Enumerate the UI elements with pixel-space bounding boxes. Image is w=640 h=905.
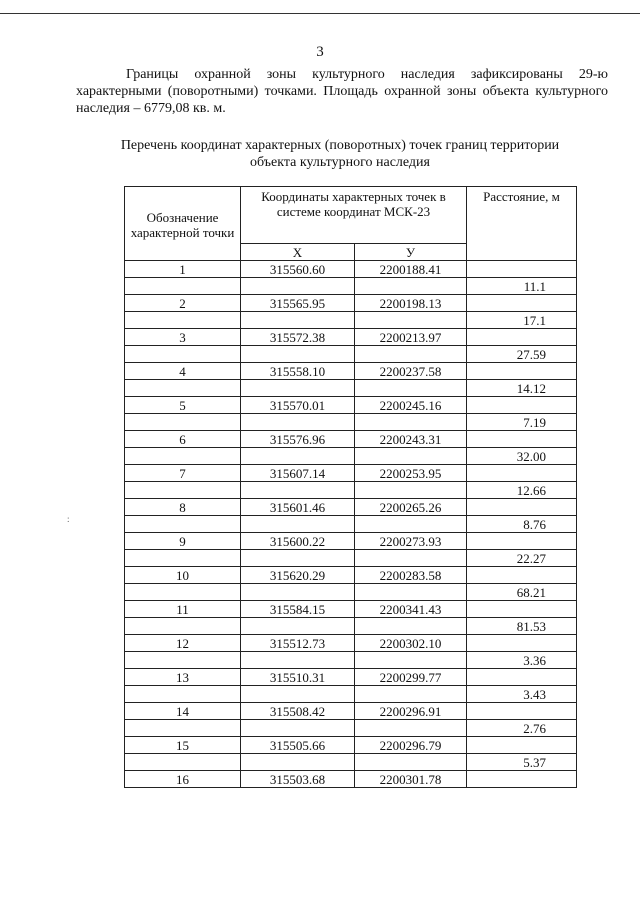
empty-cell — [125, 380, 241, 397]
empty-cell — [355, 618, 467, 635]
empty-cell — [125, 448, 241, 465]
point-number-cell: 15 — [125, 737, 241, 754]
empty-cell — [241, 312, 355, 329]
scan-edge-line — [0, 13, 640, 14]
x-coordinate-cell: 315512.73 — [241, 635, 355, 652]
empty-cell — [355, 346, 467, 363]
distance-empty-cell — [467, 431, 577, 448]
table-caption: Перечень координат характерных (поворотных) точек границ территории объекта культурного наследия — [120, 138, 560, 170]
empty-cell — [241, 584, 355, 601]
empty-cell — [355, 482, 467, 499]
empty-cell — [355, 516, 467, 533]
x-coordinate-cell: 315620.29 — [241, 567, 355, 584]
empty-cell — [355, 584, 467, 601]
empty-cell — [125, 482, 241, 499]
point-number-cell: 11 — [125, 601, 241, 618]
distance-cell: 32.00 — [467, 448, 577, 465]
distance-cell: 22.27 — [467, 550, 577, 567]
distance-row — [125, 312, 577, 329]
x-coordinate-cell: 315607.14 — [241, 465, 355, 482]
y-coordinate-cell: 2200237.58 — [355, 363, 467, 380]
distance-empty-cell — [467, 533, 577, 550]
table-row — [125, 737, 577, 754]
distance-cell: 68.21 — [467, 584, 577, 601]
distance-cell: 27.59 — [467, 346, 577, 363]
table-row — [125, 363, 577, 380]
table-row — [125, 533, 577, 550]
point-number-cell: 16 — [125, 771, 241, 788]
distance-empty-cell — [467, 601, 577, 618]
empty-cell — [125, 278, 241, 295]
y-coordinate-cell: 2200245.16 — [355, 397, 467, 414]
y-coordinate-cell: 2200299.77 — [355, 669, 467, 686]
distance-empty-cell — [467, 703, 577, 720]
empty-cell — [241, 380, 355, 397]
table-row — [125, 567, 577, 584]
empty-cell — [355, 414, 467, 431]
distance-empty-cell — [467, 771, 577, 788]
coordinates-table — [124, 186, 577, 788]
empty-cell — [125, 584, 241, 601]
y-coordinate-cell: 2200301.78 — [355, 771, 467, 788]
header-point: Обозначение характерной точки — [125, 187, 241, 261]
distance-row — [125, 414, 577, 431]
x-coordinate-cell: 315584.15 — [241, 601, 355, 618]
distance-cell: 5.37 — [467, 754, 577, 771]
distance-row — [125, 754, 577, 771]
distance-empty-cell — [467, 567, 577, 584]
distance-row — [125, 380, 577, 397]
table-row — [125, 329, 577, 346]
empty-cell — [241, 754, 355, 771]
table-body — [125, 261, 577, 788]
x-coordinate-cell: 315601.46 — [241, 499, 355, 516]
empty-cell — [355, 448, 467, 465]
distance-row — [125, 550, 577, 567]
empty-cell — [241, 686, 355, 703]
header-coords: Координаты характерных точек в системе координат МСК-23 — [241, 187, 467, 244]
empty-cell — [125, 346, 241, 363]
table-row — [125, 295, 577, 312]
x-coordinate-cell: 315565.95 — [241, 295, 355, 312]
intro-paragraph — [76, 66, 608, 117]
header-x: X — [241, 244, 355, 261]
distance-cell: 3.43 — [467, 686, 577, 703]
empty-cell — [125, 414, 241, 431]
empty-cell — [355, 550, 467, 567]
distance-empty-cell — [467, 635, 577, 652]
table-row — [125, 601, 577, 618]
empty-cell — [355, 686, 467, 703]
point-number-cell: 2 — [125, 295, 241, 312]
table-row — [125, 635, 577, 652]
distance-cell: 17.1 — [467, 312, 577, 329]
empty-cell — [355, 312, 467, 329]
x-coordinate-cell: 315600.22 — [241, 533, 355, 550]
distance-empty-cell — [467, 397, 577, 414]
distance-row — [125, 618, 577, 635]
table-row — [125, 261, 577, 278]
point-number-cell: 4 — [125, 363, 241, 380]
y-coordinate-cell: 2200341.43 — [355, 601, 467, 618]
distance-cell: 2.76 — [467, 720, 577, 737]
point-number-cell: 13 — [125, 669, 241, 686]
y-coordinate-cell: 2200265.26 — [355, 499, 467, 516]
distance-row — [125, 278, 577, 295]
empty-cell — [125, 754, 241, 771]
empty-cell — [241, 278, 355, 295]
empty-cell — [125, 312, 241, 329]
table-row — [125, 669, 577, 686]
empty-cell — [241, 652, 355, 669]
distance-cell: 8.76 — [467, 516, 577, 533]
scan-mark: : — [67, 514, 70, 524]
y-coordinate-cell: 2200296.91 — [355, 703, 467, 720]
distance-cell: 81.53 — [467, 618, 577, 635]
empty-cell — [241, 720, 355, 737]
empty-cell — [125, 686, 241, 703]
empty-cell — [125, 516, 241, 533]
point-number-cell: 1 — [125, 261, 241, 278]
empty-cell — [241, 448, 355, 465]
point-number-cell: 12 — [125, 635, 241, 652]
page-number: 3 — [316, 44, 324, 60]
distance-row — [125, 652, 577, 669]
y-coordinate-cell: 2200296.79 — [355, 737, 467, 754]
distance-row — [125, 584, 577, 601]
empty-cell — [355, 652, 467, 669]
point-number-cell: 3 — [125, 329, 241, 346]
x-coordinate-cell: 315503.68 — [241, 771, 355, 788]
empty-cell — [241, 414, 355, 431]
empty-cell — [125, 652, 241, 669]
header-distance: Расстояние, м — [467, 187, 577, 261]
distance-cell: 12.66 — [467, 482, 577, 499]
empty-cell — [241, 618, 355, 635]
distance-empty-cell — [467, 363, 577, 380]
point-number-cell: 6 — [125, 431, 241, 448]
table-row — [125, 499, 577, 516]
header-y: У — [355, 244, 467, 261]
point-number-cell: 10 — [125, 567, 241, 584]
point-number-cell: 7 — [125, 465, 241, 482]
empty-cell — [355, 380, 467, 397]
x-coordinate-cell: 315510.31 — [241, 669, 355, 686]
distance-empty-cell — [467, 737, 577, 754]
distance-cell: 14.12 — [467, 380, 577, 397]
distance-row — [125, 482, 577, 499]
x-coordinate-cell: 315508.42 — [241, 703, 355, 720]
point-number-cell: 8 — [125, 499, 241, 516]
point-number-cell: 9 — [125, 533, 241, 550]
table-row — [125, 397, 577, 414]
distance-empty-cell — [467, 295, 577, 312]
empty-cell — [355, 754, 467, 771]
table-row — [125, 771, 577, 788]
empty-cell — [241, 346, 355, 363]
distance-row — [125, 448, 577, 465]
distance-row — [125, 720, 577, 737]
distance-empty-cell — [467, 669, 577, 686]
empty-cell — [125, 720, 241, 737]
y-coordinate-cell: 2200188.41 — [355, 261, 467, 278]
empty-cell — [241, 516, 355, 533]
table-row — [125, 431, 577, 448]
y-coordinate-cell: 2200243.31 — [355, 431, 467, 448]
distance-cell: 7.19 — [467, 414, 577, 431]
y-coordinate-cell: 2200302.10 — [355, 635, 467, 652]
empty-cell — [355, 278, 467, 295]
distance-empty-cell — [467, 499, 577, 516]
y-coordinate-cell: 2200283.58 — [355, 567, 467, 584]
distance-row — [125, 346, 577, 363]
empty-cell — [125, 550, 241, 567]
y-coordinate-cell: 2200253.95 — [355, 465, 467, 482]
distance-row — [125, 516, 577, 533]
x-coordinate-cell: 315560.60 — [241, 261, 355, 278]
y-coordinate-cell: 2200273.93 — [355, 533, 467, 550]
point-number-cell: 5 — [125, 397, 241, 414]
distance-empty-cell — [467, 465, 577, 482]
distance-empty-cell — [467, 261, 577, 278]
x-coordinate-cell: 315505.66 — [241, 737, 355, 754]
y-coordinate-cell: 2200198.13 — [355, 295, 467, 312]
distance-empty-cell — [467, 329, 577, 346]
y-coordinate-cell: 2200213.97 — [355, 329, 467, 346]
distance-cell: 11.1 — [467, 278, 577, 295]
x-coordinate-cell: 315558.10 — [241, 363, 355, 380]
x-coordinate-cell: 315570.01 — [241, 397, 355, 414]
empty-cell — [241, 550, 355, 567]
table-row — [125, 703, 577, 720]
x-coordinate-cell: 315572.38 — [241, 329, 355, 346]
intro-paragraph-text: Границы охранной зоны культурного наследия зафиксированы 29-ю характерными (поворотными) точками. Площадь охранной зоны объекта культурного наследия – 6779,08 кв. м. — [76, 67, 608, 116]
empty-cell — [125, 618, 241, 635]
distance-row — [125, 686, 577, 703]
table-row — [125, 465, 577, 482]
x-coordinate-cell: 315576.96 — [241, 431, 355, 448]
empty-cell — [355, 720, 467, 737]
point-number-cell: 14 — [125, 703, 241, 720]
distance-cell: 3.36 — [467, 652, 577, 669]
empty-cell — [241, 482, 355, 499]
